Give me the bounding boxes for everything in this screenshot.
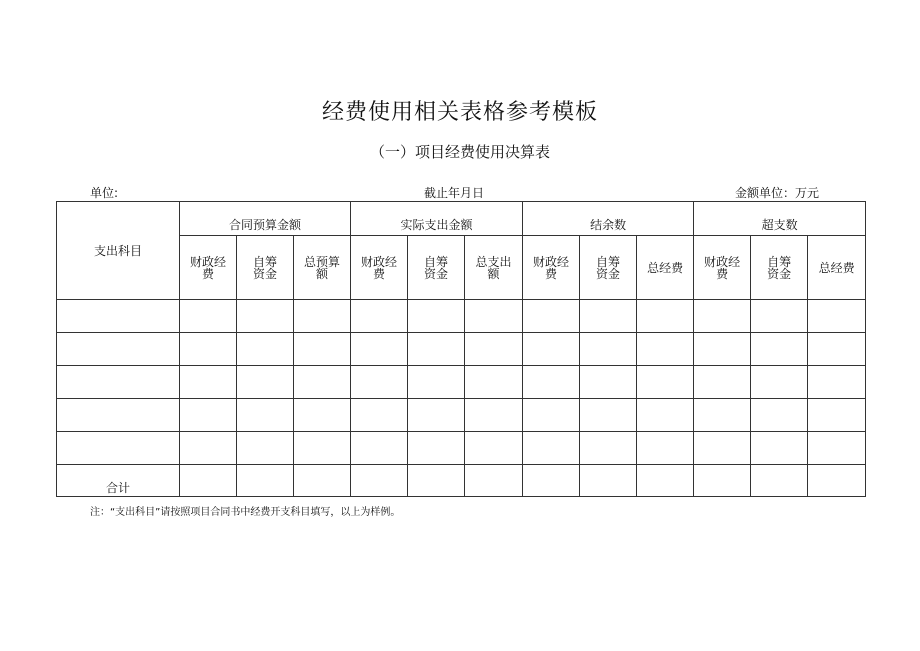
table-cell[interactable] [57, 300, 180, 333]
overspend-total-header: 总经费 [808, 236, 866, 300]
table-cell[interactable] [294, 300, 351, 333]
table-cell[interactable] [237, 333, 294, 366]
table-cell[interactable] [465, 300, 523, 333]
table-cell[interactable] [694, 399, 751, 432]
table-cell[interactable] [637, 399, 694, 432]
total-row [57, 465, 866, 497]
table-cell[interactable] [694, 432, 751, 465]
table-cell[interactable] [57, 366, 180, 399]
table-cell[interactable] [523, 399, 580, 432]
footnote: 注：“支出科目”请按照项目合同书中经费开支科目填写，以上为样例。 [90, 507, 401, 518]
table-cell[interactable] [180, 333, 237, 366]
table-cell[interactable] [637, 300, 694, 333]
balance-fiscal-header: 财政经 费 [523, 236, 580, 300]
table-cell[interactable] [408, 432, 465, 465]
table-cell[interactable] [408, 366, 465, 399]
table-subtitle: （一）项目经费使用决算表 [369, 143, 550, 161]
table-cell[interactable] [294, 465, 351, 497]
table-cell[interactable] [523, 432, 580, 465]
table-cell[interactable] [751, 465, 808, 497]
unit-label: 单位: [90, 186, 119, 200]
table-cell[interactable] [751, 366, 808, 399]
overspend-selfraised-header: 自筹 资金 [751, 236, 808, 300]
table-cell[interactable] [580, 366, 637, 399]
table-cell[interactable] [580, 399, 637, 432]
table-cell[interactable] [465, 366, 523, 399]
table-cell[interactable] [808, 366, 866, 399]
table-cell[interactable] [180, 366, 237, 399]
table-cell[interactable] [294, 366, 351, 399]
group-balance: 结余数 [523, 202, 694, 236]
table-cell[interactable] [294, 399, 351, 432]
table-cell[interactable] [523, 465, 580, 497]
table-cell[interactable] [694, 465, 751, 497]
table-cell[interactable] [580, 300, 637, 333]
table-cell[interactable] [523, 300, 580, 333]
table-row [57, 300, 866, 333]
table-cell[interactable] [237, 399, 294, 432]
table-cell[interactable] [351, 366, 408, 399]
table-cell[interactable] [808, 300, 866, 333]
document-title: 经费使用相关表格参考模板 [321, 100, 598, 125]
table-cell[interactable] [237, 300, 294, 333]
amount-unit-label: 金额单位：万元 [735, 186, 820, 200]
total-label: 合计 [57, 465, 180, 497]
header-row-groups [57, 202, 866, 236]
row-header-expense-item: 支出科目 [57, 202, 180, 300]
table-cell[interactable] [751, 399, 808, 432]
table-cell[interactable] [180, 300, 237, 333]
group-overspend: 超支数 [694, 202, 866, 236]
balance-selfraised-header: 自筹 资金 [580, 236, 637, 300]
table-cell[interactable] [237, 465, 294, 497]
budget-total-header: 总预算 额 [294, 236, 351, 300]
table-cell[interactable] [408, 300, 465, 333]
table-cell[interactable] [465, 465, 523, 497]
table-cell[interactable] [637, 465, 694, 497]
table-cell[interactable] [408, 399, 465, 432]
table-cell[interactable] [57, 432, 180, 465]
table-cell[interactable] [465, 432, 523, 465]
table-cell[interactable] [351, 300, 408, 333]
table-cell[interactable] [808, 333, 866, 366]
table-cell[interactable] [237, 366, 294, 399]
table-cell[interactable] [808, 399, 866, 432]
budget-fiscal-header: 财政经 费 [180, 236, 237, 300]
group-contract-budget: 合同预算金额 [180, 202, 351, 236]
group-actual-expense: 实际支出金额 [351, 202, 523, 236]
table-row [57, 366, 866, 399]
budget-selfraised-header: 自筹 资金 [237, 236, 294, 300]
table-cell[interactable] [580, 465, 637, 497]
table-cell[interactable] [694, 333, 751, 366]
table-cell[interactable] [294, 333, 351, 366]
table-cell[interactable] [751, 333, 808, 366]
table-cell[interactable] [465, 333, 523, 366]
expense-settlement-table [56, 201, 866, 497]
table-cell[interactable] [351, 432, 408, 465]
table-cell[interactable] [57, 399, 180, 432]
table-cell[interactable] [351, 333, 408, 366]
table-cell[interactable] [180, 432, 237, 465]
table-cell[interactable] [237, 432, 294, 465]
table-cell[interactable] [751, 300, 808, 333]
actual-fiscal-header: 财政经 费 [351, 236, 408, 300]
table-cell[interactable] [180, 465, 237, 497]
table-cell[interactable] [408, 333, 465, 366]
date-label: 截止年月日 [424, 186, 485, 200]
table-cell[interactable] [523, 333, 580, 366]
table-cell[interactable] [408, 465, 465, 497]
table-cell[interactable] [180, 399, 237, 432]
table-cell[interactable] [351, 465, 408, 497]
table-cell[interactable] [580, 333, 637, 366]
table-cell[interactable] [57, 333, 180, 366]
table-cell[interactable] [637, 366, 694, 399]
table-cell[interactable] [580, 432, 637, 465]
table-row [57, 432, 866, 465]
balance-total-header: 总经费 [637, 236, 694, 300]
table-cell[interactable] [637, 333, 694, 366]
table-cell[interactable] [465, 399, 523, 432]
overspend-fiscal-header: 财政经 费 [694, 236, 751, 300]
table-cell[interactable] [294, 432, 351, 465]
actual-total-header: 总支出 额 [465, 236, 523, 300]
table-cell[interactable] [523, 366, 580, 399]
table-cell[interactable] [808, 432, 866, 465]
actual-selfraised-header: 自筹 资金 [408, 236, 465, 300]
table-row [57, 399, 866, 432]
table-cell[interactable] [637, 432, 694, 465]
table-cell[interactable] [751, 432, 808, 465]
table-cell[interactable] [351, 399, 408, 432]
table-cell[interactable] [808, 465, 866, 497]
table-row [57, 333, 866, 366]
table-cell[interactable] [694, 300, 751, 333]
table-cell[interactable] [694, 366, 751, 399]
